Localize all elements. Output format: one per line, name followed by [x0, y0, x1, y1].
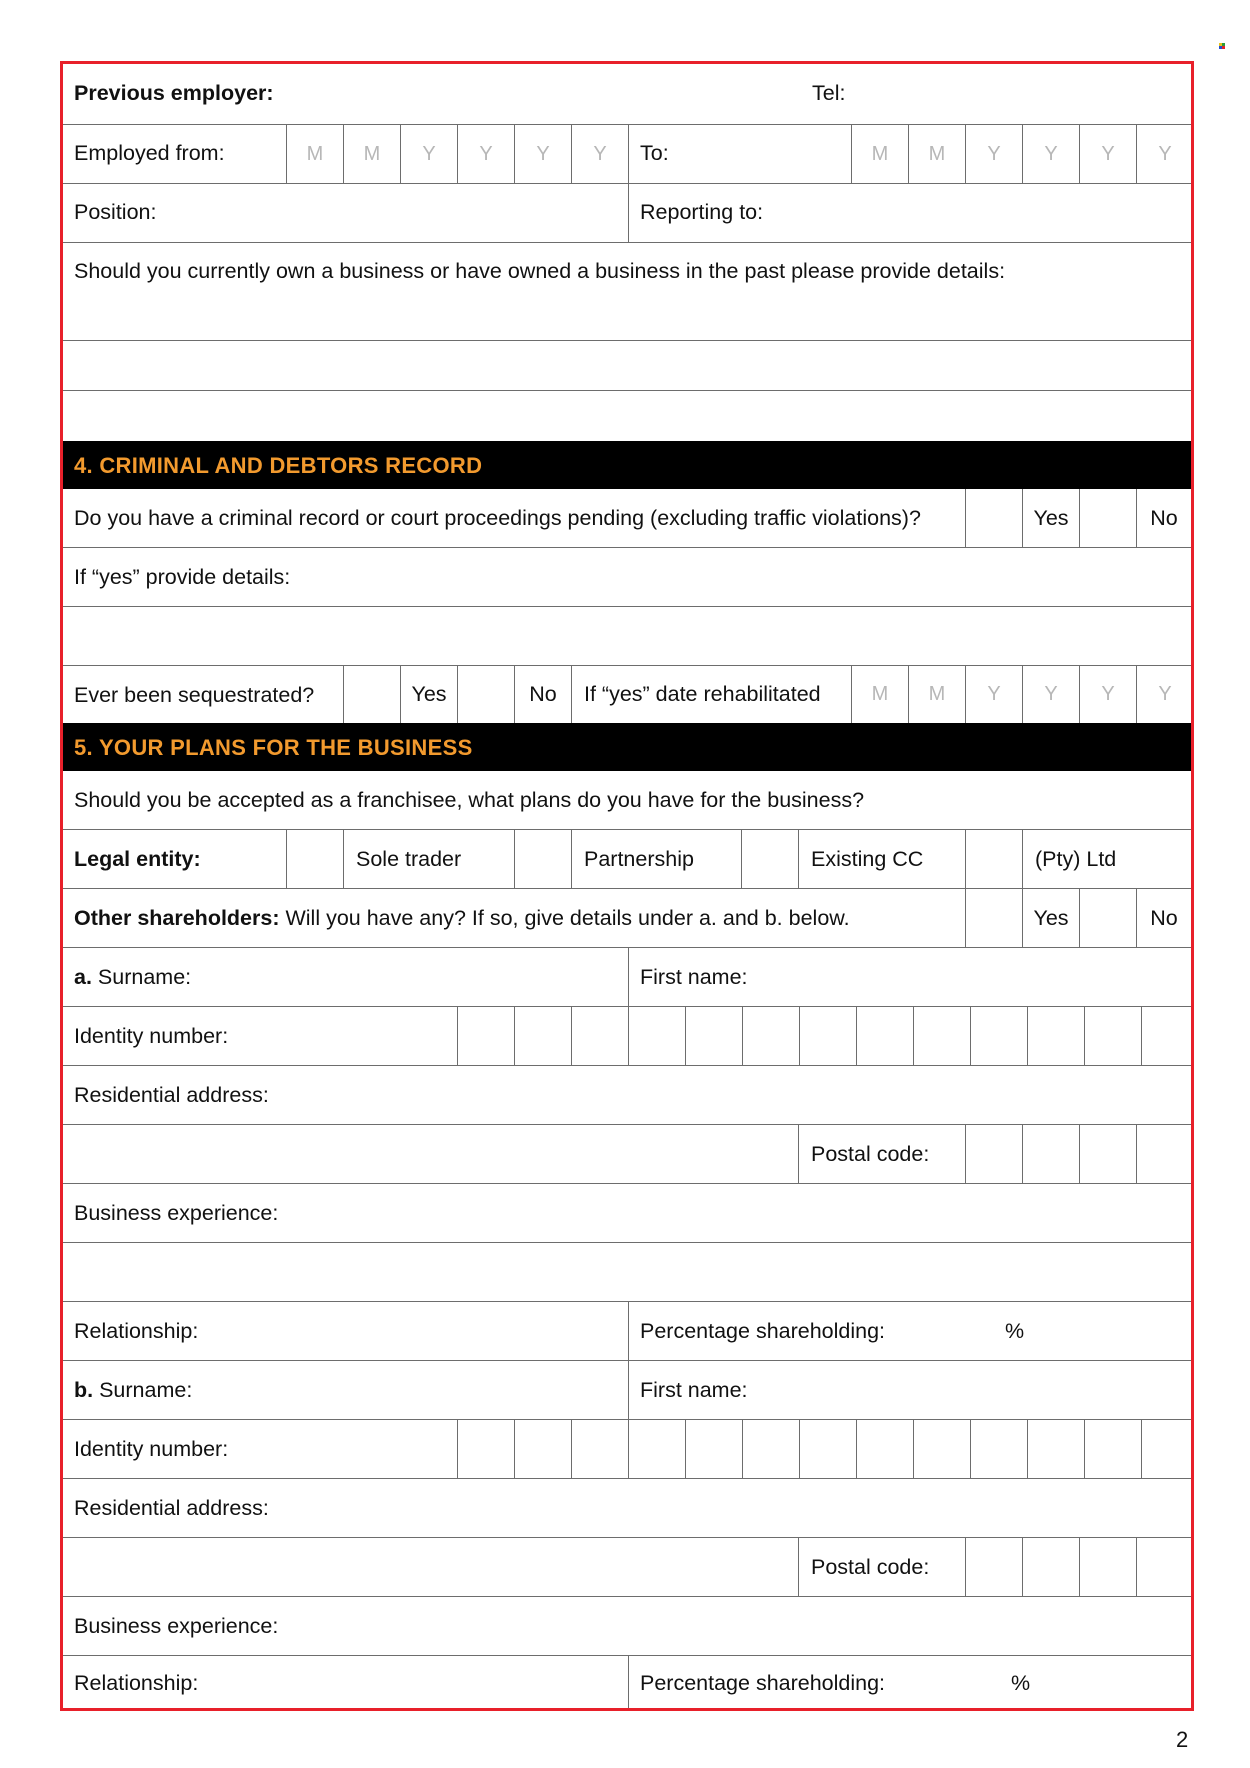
postal-digit-box[interactable] [1136, 1125, 1191, 1183]
percent-sign: % [1005, 1319, 1025, 1343]
application-form [60, 61, 1194, 1711]
relationship-field[interactable] [63, 1302, 628, 1360]
criminal-details-line[interactable] [63, 607, 1191, 666]
postal-digit-box[interactable] [1136, 1538, 1191, 1596]
shareholder-a-experience-row[interactable] [63, 1184, 1191, 1243]
identity-number-label: Identity number: [74, 1437, 229, 1461]
sequestrated-row [63, 666, 1191, 723]
no-label: No [514, 666, 571, 723]
position-row [63, 184, 1191, 243]
rehab-month-box[interactable]: M [908, 666, 965, 723]
residential-address-line[interactable] [63, 1125, 798, 1183]
legal-entity-row [63, 830, 1191, 889]
id-digit-box[interactable] [628, 1007, 685, 1065]
residential-address-label: Residential address: [74, 1083, 269, 1107]
shareholder-a-experience-line[interactable] [63, 1243, 1191, 1302]
to-year-box[interactable]: Y [1079, 125, 1136, 183]
reporting-to-label: Reporting to: [640, 200, 764, 224]
shareholder-b-name-row [63, 1361, 1191, 1420]
section-4-title: 4. CRIMINAL AND DEBTORS RECORD [74, 453, 483, 478]
other-shareholders-row [63, 889, 1191, 948]
employment-dates-row [63, 125, 1191, 184]
previous-employer-row[interactable] [63, 64, 1191, 125]
section-4-header [63, 441, 1191, 489]
rehab-year-box[interactable]: Y [1136, 666, 1193, 723]
id-digit-box[interactable] [799, 1007, 856, 1065]
first-name-label: First name: [640, 965, 748, 989]
rehab-year-box[interactable]: Y [1022, 666, 1079, 723]
plans-question: Should you be accepted as a franchisee, what plans do you have for the business? [74, 788, 865, 812]
id-digit-box[interactable] [514, 1007, 571, 1065]
shareholders-no-checkbox[interactable] [1079, 889, 1136, 947]
first-name-label: First name: [640, 1378, 748, 1402]
criminal-no-checkbox[interactable] [1079, 489, 1136, 547]
percentage-label: Percentage shareholding: [640, 1671, 886, 1695]
percentage-field[interactable] [628, 1302, 1191, 1360]
id-digit-box[interactable] [799, 1420, 856, 1478]
id-digit-box[interactable] [628, 1420, 685, 1478]
business-experience-label: Business experience: [74, 1201, 279, 1225]
residential-address-line[interactable] [63, 1538, 798, 1596]
to-year-box[interactable]: Y [965, 125, 1022, 183]
business-owned-line[interactable] [63, 391, 1191, 441]
to-label: To: [640, 141, 669, 165]
shareholder-a-relationship-row [63, 1302, 1191, 1361]
sequestrated-label: Ever been sequestrated? [74, 683, 315, 707]
id-digit-box[interactable] [1084, 1007, 1141, 1065]
legal-entity-label: Legal entity: [74, 847, 201, 871]
to-month-box[interactable]: M [851, 125, 908, 183]
shareholder-a-postal-row [63, 1125, 1191, 1184]
id-digit-box[interactable] [571, 1007, 628, 1065]
postal-digit-box[interactable] [965, 1538, 1022, 1596]
existing-cc-checkbox[interactable] [741, 830, 798, 888]
shareholder-a-surname-label [74, 965, 191, 990]
other-shareholders-text [74, 906, 850, 931]
sequestrated-yes-checkbox[interactable] [343, 666, 400, 723]
previous-employer-label: Previous employer: [74, 81, 274, 105]
residential-address-label: Residential address: [74, 1496, 269, 1520]
shareholder-b-surname-label [74, 1378, 192, 1403]
percentage-field[interactable] [628, 1656, 1191, 1708]
shareholder-b-relationship-row [63, 1656, 1191, 1708]
id-digit-box[interactable] [571, 1420, 628, 1478]
id-digit-box[interactable] [970, 1420, 1027, 1478]
from-year-box[interactable]: Y [400, 125, 457, 183]
id-digit-box[interactable] [913, 1007, 970, 1065]
rehab-month-box[interactable]: M [851, 666, 908, 723]
shareholder-b-surname-field[interactable] [63, 1361, 628, 1419]
id-digit-box[interactable] [742, 1007, 799, 1065]
shareholder-b-identity-row [63, 1420, 1191, 1479]
criminal-details-row[interactable] [63, 548, 1191, 607]
to-year-box[interactable]: Y [1136, 125, 1193, 183]
id-digit-box[interactable] [514, 1420, 571, 1478]
from-month-box[interactable]: M [286, 125, 343, 183]
page-number: 2 [1176, 1727, 1189, 1752]
criminal-yes-checkbox[interactable] [965, 489, 1022, 547]
criminal-question: Do you have a criminal record or court proceedings pending (excluding traffic violations)? [74, 506, 921, 530]
id-digit-box[interactable] [685, 1420, 742, 1478]
relationship-label: Relationship: [74, 1319, 199, 1343]
corner-color-mark [1219, 36, 1225, 42]
shareholders-yes-checkbox[interactable] [965, 889, 1022, 947]
sole-trader-checkbox[interactable] [286, 830, 343, 888]
shareholder-a-identity-row [63, 1007, 1191, 1066]
shareholder-a-residential-row[interactable] [63, 1066, 1191, 1125]
id-digit-box[interactable] [742, 1420, 799, 1478]
position-label: Position: [74, 200, 157, 224]
shareholder-b-postal-row [63, 1538, 1191, 1597]
from-month-box[interactable]: M [343, 125, 400, 183]
surname-label: Surname: [93, 1378, 193, 1402]
other-shareholders-bold: Other shareholders: [74, 906, 280, 930]
sole-trader-label: Sole trader [343, 830, 514, 888]
percent-sign: % [1011, 1671, 1031, 1695]
yes-label: Yes [1022, 889, 1079, 947]
if-yes-details-label: If “yes” provide details: [74, 565, 291, 589]
postal-digit-box[interactable] [1079, 1125, 1136, 1183]
business-owned-row[interactable] [63, 243, 1191, 341]
id-digit-box[interactable] [1141, 1420, 1191, 1478]
id-digit-box[interactable] [856, 1007, 913, 1065]
to-month-box[interactable]: M [908, 125, 965, 183]
partnership-checkbox[interactable] [514, 830, 571, 888]
business-experience-label: Business experience: [74, 1614, 279, 1638]
id-digit-box[interactable] [913, 1420, 970, 1478]
position-field[interactable] [63, 184, 628, 242]
no-label: No [1136, 889, 1191, 947]
no-label: No [1136, 489, 1191, 547]
partnership-label: Partnership [571, 830, 741, 888]
shareholder-a-prefix: a. [74, 965, 92, 989]
id-digit-box[interactable] [856, 1420, 913, 1478]
id-digit-box[interactable] [457, 1420, 514, 1478]
from-year-box[interactable]: Y [571, 125, 628, 183]
rehab-year-box[interactable]: Y [965, 666, 1022, 723]
tel-label: Tel: [812, 81, 846, 105]
yes-label: Yes [1022, 489, 1079, 547]
existing-cc-label: Existing CC [798, 830, 965, 888]
criminal-record-row [63, 489, 1191, 548]
to-year-box[interactable]: Y [1022, 125, 1079, 183]
postal-digit-box[interactable] [965, 1125, 1022, 1183]
section-5-header [63, 723, 1191, 771]
surname-label: Surname: [91, 965, 192, 989]
pty-ltd-checkbox[interactable] [965, 830, 1022, 888]
postal-digit-box[interactable] [1079, 1538, 1136, 1596]
shareholder-a-surname-field[interactable] [63, 948, 628, 1006]
pty-ltd-label: (Pty) Ltd [1022, 830, 1191, 888]
business-owned-line[interactable] [63, 341, 1191, 391]
postal-code-label: Postal code: [798, 1538, 965, 1596]
other-shareholders-rest: Will you have any? If so, give details under a. and b. below. [279, 906, 850, 930]
relationship-label: Relationship: [74, 1671, 199, 1695]
from-year-box[interactable]: Y [514, 125, 571, 183]
yes-label: Yes [400, 666, 457, 723]
rehab-year-box[interactable]: Y [1079, 666, 1136, 723]
to-cell [628, 125, 851, 183]
identity-number-label: Identity number: [74, 1024, 229, 1048]
id-digit-box[interactable] [1141, 1007, 1191, 1065]
id-digit-box[interactable] [457, 1007, 514, 1065]
postal-code-label: Postal code: [798, 1125, 965, 1183]
id-digit-box[interactable] [685, 1007, 742, 1065]
reporting-to-field[interactable] [628, 184, 1191, 242]
shareholder-a-first-name-field[interactable] [628, 948, 1191, 1006]
section-5-title: 5. YOUR PLANS FOR THE BUSINESS [74, 735, 473, 760]
id-digit-box[interactable] [1027, 1420, 1084, 1478]
sequestrated-no-checkbox[interactable] [457, 666, 514, 723]
percentage-label: Percentage shareholding: [640, 1319, 886, 1343]
shareholder-b-prefix: b. [74, 1378, 94, 1402]
shareholder-b-experience-row[interactable] [63, 1597, 1191, 1656]
relationship-field[interactable] [63, 1656, 628, 1708]
id-digit-box[interactable] [1084, 1420, 1141, 1478]
plans-row[interactable] [63, 771, 1191, 830]
id-digit-box[interactable] [970, 1007, 1027, 1065]
postal-digit-box[interactable] [1022, 1538, 1079, 1596]
postal-digit-box[interactable] [1022, 1125, 1079, 1183]
business-owned-label: Should you currently own a business or have owned a business in the past please provide details: [74, 259, 1006, 283]
shareholder-b-first-name-field[interactable] [628, 1361, 1191, 1419]
id-digit-box[interactable] [1027, 1007, 1084, 1065]
shareholder-b-residential-row[interactable] [63, 1479, 1191, 1538]
shareholder-a-name-row [63, 948, 1191, 1007]
from-year-box[interactable]: Y [457, 125, 514, 183]
rehabilitated-label: If “yes” date rehabilitated [571, 666, 851, 723]
employed-from-label: Employed from: [74, 141, 225, 165]
